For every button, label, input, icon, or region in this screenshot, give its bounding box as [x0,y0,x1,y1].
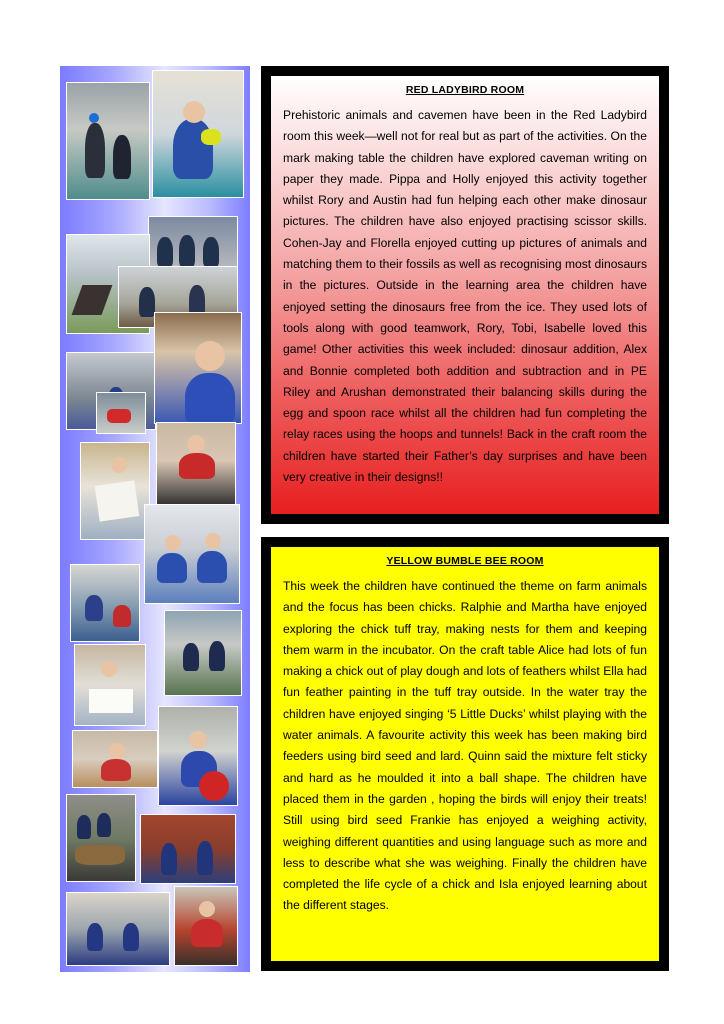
red-ladybird-room-body: Prehistoric animals and cavemen have been in the Red Ladybird room this week—well not for real but as part of the activities. On the mark making table the children have explored caveman writing on paper they made. Pippa and Holly enjoyed this activity together whilst Rory and Austin had fun helping each other make dinosaur pictures. The children have also enjoyed practising scissor skills. Cohen-Jay and Florella enjoyed cutting up pictures of animals and matching them to their fossils as well as recognising most dinosaurs in the pictures. Outside in the learning area the children have enjoyed setting the dinosaurs free from the ice. They used lots of tools along with good teamwork, Rory, Tobi, Isabelle loved this game! Other activities this week included: dinosaur addition, Alex and Bonnie completed both addition and subtraction and in PE Riley and Arushan demonstrated their balancing skills during the egg and spoon race whilst all the children had fun completing the relay races using the hoops and tunnels! Back in the craft room the children have started their Father’s day surprises and have been very creative in their designs!! [283,108,647,485]
photo-child-with-paper [80,442,150,540]
photo-red-toy-car [96,392,146,434]
photo-children-on-mat [70,564,140,642]
photo-children-hard-hats [66,82,150,200]
photo-sand-tray-group [66,794,136,882]
photo-table-activity [144,504,240,604]
photo-collage-strip [60,66,250,972]
photo-water-tray [66,892,170,966]
photo-girl-yellow-toy [152,70,244,198]
photo-child-drawing [74,644,146,726]
photo-girl-red-dress [158,706,238,806]
photo-child-at-table [72,730,158,788]
photo-boy-portrait [154,312,242,424]
photo-girl-playdough [156,422,236,508]
yellow-bumble-bee-room-content [271,547,659,961]
yellow-bumble-bee-room-panel [261,537,669,971]
red-ladybird-room-content [271,76,659,514]
photo-children-playing-outside [164,610,242,696]
photo-children-brick-wall [140,814,236,884]
photo-boy-painting [174,886,238,966]
photo-children-holding-pictures [148,216,238,268]
red-ladybird-room-panel [261,66,669,524]
yellow-bumble-bee-room-title: YELLOW BUMBLE BEE ROOM [386,555,544,567]
red-ladybird-room-title: RED LADYBIRD ROOM [405,84,525,96]
yellow-bumble-bee-room-body: This week the children have continued the theme on farm animals and the focus has been chicks. Ralphie and Martha have enjoyed exploring the chick tuff tray, making nests for them and keeping them warm in the incubator. On the craft table Alice had lots of fun making a chick out of play dough and lots of feathers whilst Ella had fun feather painting in the tuff tray outside. In the water tray the children have enjoyed singing ‘5 Little Ducks’ whilst playing with the water animals. A favourite activity this week has been making bird feeders using bird seed and lard. Quinn said the mixture felt sticky and hard as he moulded it into a ball shape. The children have placed them in the garden , hoping the birds will enjoy their treats! Still using bird seed Frankie has enjoyed a weighing activity, weighing different quantities and using language such as more and less to describe what she was weighing. Finally the children have completed the life cycle of a chick and Isla enjoyed learning about the different stages. [283,579,647,913]
